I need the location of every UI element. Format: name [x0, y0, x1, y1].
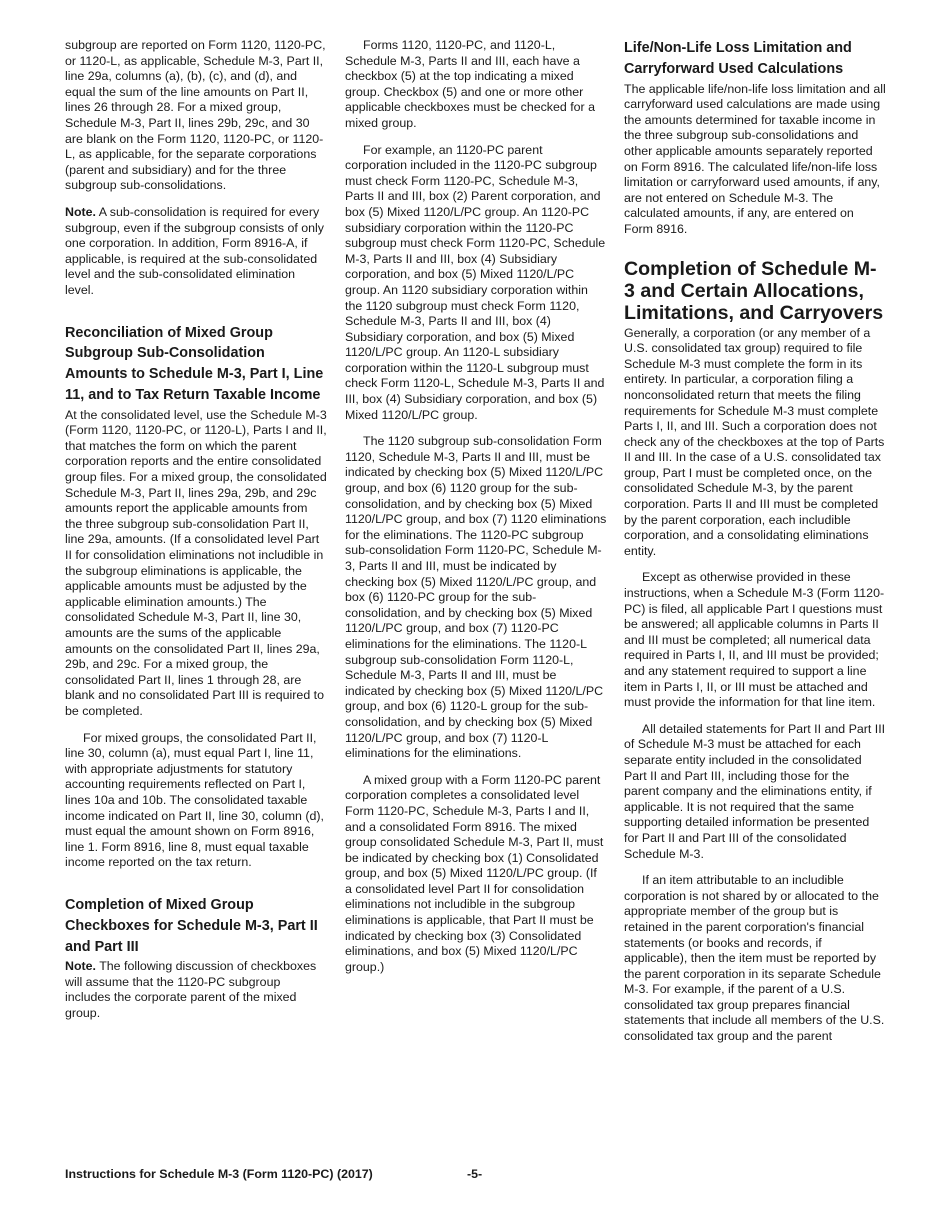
paragraph: All detailed statements for Part II and Part III of Schedule M-3 must be attached for each separate entity included in the consolidated Part II and Part III, including those for the parent company and the eliminations entity, if applicable. It is not required that the same supporting detailed information be presented for Part II and Part III of the consolidated Schedule M-3. — [624, 721, 886, 861]
section-heading: Completion of Mixed Group Checkboxes for Schedule M-3, Part II and Part III — [65, 896, 318, 955]
column-3 — [624, 38, 886, 1056]
column-2 — [345, 38, 607, 986]
paragraph: If an item attributable to an includible corporation is not shared by or allocated to the appropriate member of the group but is retained in the parent corporation's financial statements (or books and records, if applicable), then the item must be reported by the parent corporation in its separate Schedule M-3. For example, if the parent of a U.S. consolidated tax group prepares financial statements that include all members of the U.S. consolidated tax group and the parent — [624, 873, 885, 1044]
paragraph: Except as otherwise provided in these instructions, when a Schedule M-3 (Form 1120-PC) is filed, all applicable Part I questions must be answered; all applicable columns in Parts II and III must be completed; all numerical data required in Parts I, II, and III must be provided; and any statement required to support a line item in Parts I, II, or III must be attached and must provide the information for that line item. — [624, 570, 885, 710]
note-text: A sub-consolidation is required for every subgroup, even if the subgroup consists of only one corporation. In addition, Form 8916-A, if applicable, is required at the sub-consolidated level and the sub-consolidated elimination level. — [65, 204, 324, 297]
note-paragraph — [65, 205, 327, 299]
note-text: The following discussion of checkboxes will assume that the 1120-PC subgroup includes the corporate parent of the mixed group. — [65, 959, 317, 1021]
paragraph: Forms 1120, 1120-PC, and 1120-L, Schedule M-3, Parts II and III, each have a checkbox (5) at the top indicating a mixed group. Checkbox (5) and one or more other applicable checkboxes must be checked for a mixed group. — [345, 38, 596, 130]
paragraph: A mixed group with a Form 1120-PC parent corporation completes a consolidated level Form 1120-PC, Schedule M-3, Parts I and II, and a consolidated Form 8916. The mixed group consolidated Schedule M-3, Part II, must be indicated by checking box (1) Consolidated group, and box (5) Mixed 1120/L/PC group. (If a consolidated level Part II for consolidation eliminations not includible in the subgroup eliminations is applicable, that Part II must be indicated by checking box (3) Consolidated eliminations, and box (5) Mixed 1120/L/PC group.) — [345, 772, 604, 974]
paragraph: For mixed groups, the consolidated Part II, line 30, column (a), must equal Part I, line 11, with appropriate adjustments for statutory accounting requirements reflected on Part I, lines 10a and 10b. The consolidated taxable income indicated on Part II, line 30, column (d), must equal the amount shown on Form 8916, line 1. Form 8916, line 8, must equal taxable income reported on the tax return. — [65, 730, 324, 870]
note-label: Note. — [65, 959, 96, 974]
column-1 — [65, 38, 327, 1033]
paragraph: subgroup are reported on Form 1120, 1120-PC, or 1120-L, as applicable, Schedule M-3, Part II, line 29a, columns (a), (b), (c), and (d), and equal the sum of the line amounts on Part II, lines 26 through 28. For a mixed group, Schedule M-3, Part II, lines 29b, 29c, and 30 are blank on the Form 1120, 1120-PC, or 1120-L, as applicable, for the separate corporations (parent and subsidiary) and for the three subgroup sub-consolidations. — [65, 38, 326, 193]
paragraph: At the consolidated level, use the Schedule M-3 (Form 1120, 1120-PC, or 1120-L), Parts I and II, that matches the form on which the parent corporation reports and the entire consolidated group files. For a mixed group, the consolidated Schedule M-3, Part II, lines 29a, 29b, and 29c amounts report the applicable amounts from the three subgroup sub-consolidation Part II, line 29a, amounts. (If a consolidated level Part II for consolidation eliminations not includible in the subgroup eliminations is applicable, the applicable amounts must be adjusted by the applicable elimination amounts.) The consolidated Schedule M-3, Part II, line 30, amounts are the sums of the applicable amounts on the consolidated Part II, lines 29a, 29b, and 29c. For a mixed group, the consolidated Part II, lines 1 through 28, are blank and no consolidated Part III is required to be completed. — [65, 407, 327, 718]
paragraph: The 1120 subgroup sub-consolidation Form 1120, Schedule M-3, Parts II and III, must be indicated by checking box (5) Mixed 1120/L/PC group, and box (6) 1120 group for the sub-consolidation, and by checking box (5) Mixed 1120/L/PC group, and box (7) 1120 eliminations for the eliminations. The 1120-PC subgroup sub-consolidation Form 1120-PC, Schedule M-3, Parts II and III, must be indicated by checking box (5) Mixed 1120/L/PC group, and box (6) 1120-PC group for the sub-consolidation, and by checking box (5) Mixed 1120/L/PC group, and box (7) 1120-PC eliminations for the eliminations. The 1120-L subgroup sub-consolidation Form 1120-L, Schedule M-3, Parts II and III, must be indicated by checking box (5) Mixed 1120/L/PC group, and box (6) 1120-L group for the sub-consolidation, and by checking box (5) Mixed 1120/L/PC group, and box (7) 1120-L eliminations for the eliminations. — [345, 434, 607, 761]
page-number: -5- — [467, 1167, 483, 1181]
paragraph: Generally, a corporation (or any member of a U.S. consolidated tax group) required to file Schedule M-3 must complete the form in its entirety. In particular, a corporation filing a nonconsolidated return that meets the filing requirements for Schedule M-3 must complete Parts I, II, and III. Such a corporation does not check any of the checkboxes at the top of Parts II and III. In the case of a U.S. consolidated tax group, Part I must be completed once, on the consolidated Schedule M-3, by the parent corporation. Parts II and III must be completed by the parent corporation, each includible corporation, and a consolidating eliminations entity. — [624, 325, 885, 558]
page-footer — [65, 1167, 885, 1181]
note-paragraph — [65, 959, 327, 1021]
paragraph: The applicable life/non-life loss limitation and all carryforward used calculations are made using the amounts determined for taxable income in the three subgroup sub-consolidations and other applicable amounts separately reported on Form 8916. The calculated life/non-life loss limitation or carryforward used amounts, if any, are not entered on Schedule M-3. The calculated amounts, if any, are entered on Form 8916. — [624, 81, 886, 236]
paragraph: For example, an 1120-PC parent corporation included in the 1120-PC subgroup must check Form 1120-PC, Schedule M-3, Parts II and III, box (2) Parent corporation, and box (5) Mixed 1120/L/PC group. An 1120-PC subsidiary corporation within the 1120-PC subgroup must check Form 1120-PC, Schedule M-3, Parts II and III, box (4) Subsidiary corporation, and box (5) Mixed 1120/L/PC group. An 1120 subsidiary corporation within the 1120 subgroup must check Form 1120, Schedule M-3, Parts II and III, box (4) Subsidiary corporation, and box (5) Mixed 1120/L/PC group. An 1120-L subsidiary corporation within the 1120-L subgroup must check Form 1120-L, Schedule M-3, Parts II and III, box (4) Subsidiary corporation, and box (5) Mixed 1120/L/PC group. — [345, 142, 606, 422]
note-label: Note. — [65, 204, 96, 219]
major-heading: Completion of Schedule M-3 and Certain Allocations, Limitations, and Carryovers — [624, 257, 884, 324]
footer-title: Instructions for Schedule M-3 (Form 1120-PC) (2017) — [65, 1167, 373, 1181]
section-heading: Life/Non-Life Loss Limitation and Carryforward Used Calculations — [624, 40, 852, 77]
section-heading: Reconciliation of Mixed Group Subgroup Sub-Consolidation Amounts to Schedule M-3, Part I, Line 11, and to Tax Return Taxable Income — [65, 324, 324, 403]
